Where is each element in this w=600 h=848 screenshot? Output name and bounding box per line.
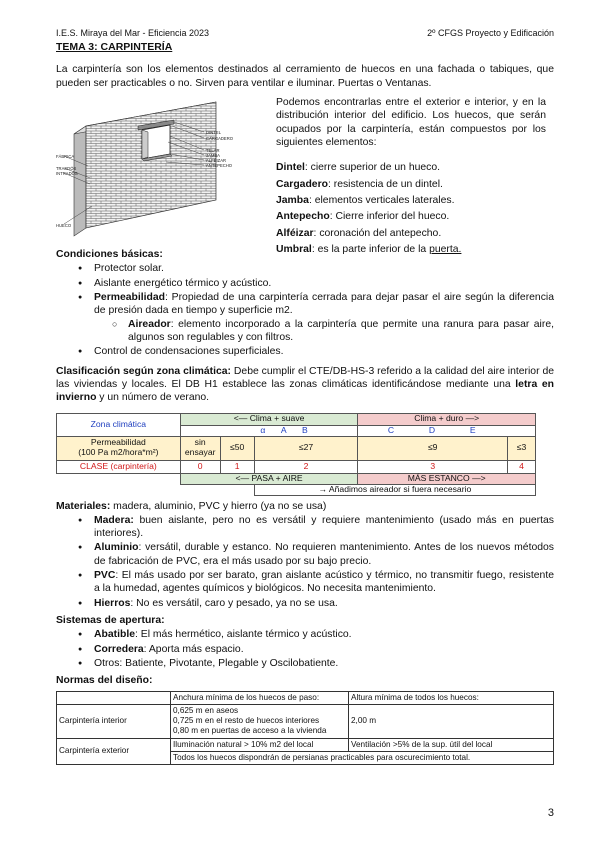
letter-e: E — [469, 424, 476, 435]
def-term: Dintel — [276, 162, 305, 174]
def-antepecho — [276, 210, 546, 223]
clase-value: 2 — [254, 460, 358, 473]
zonas-table — [56, 413, 536, 496]
clase-value: 1 — [220, 460, 254, 473]
perm-label-1: Permeabilidad — [90, 437, 146, 448]
def-term: Umbral — [276, 243, 312, 255]
clase-value: 0 — [180, 460, 220, 473]
page-title: TEMA 3: CARPINTERÍA — [56, 41, 173, 53]
label-cargadero: CARGADERO — [206, 136, 233, 142]
desc: : El más hermético, aislante térmico y acústico. — [135, 629, 352, 641]
letter-b: B — [301, 424, 308, 435]
desc: : Propiedad de una carpintería cerrada para dejar pasar el aire según la diferencia de presión dada en tiempo y superficie m2. — [94, 292, 554, 317]
def-desc: : cierre superior de un hueco. — [304, 162, 441, 174]
list-item — [78, 657, 554, 670]
row-interior-anchura — [171, 704, 349, 738]
perm-value: ≤50 — [220, 436, 254, 460]
clasif-bold: Clasificación según zona climática: — [56, 365, 232, 377]
list-item — [78, 597, 554, 610]
row-exterior-label: Carpintería exterior — [57, 738, 171, 765]
puerta-link[interactable]: puerta. — [429, 243, 462, 255]
label-jamba: JAMBA — [206, 153, 220, 159]
label-antepecho: ANTEPECHO — [206, 163, 233, 169]
term: Aireador — [128, 318, 171, 330]
perm-value: ≤27 — [254, 436, 358, 460]
term: PVC — [94, 570, 116, 582]
letter-d: D — [428, 424, 436, 435]
list-item — [78, 514, 554, 541]
clase-value: 3 — [358, 460, 508, 473]
desc: : elemento incorporado a la carpintería que permite una ranura para pasar aire, algunos son regulables y con filtros. — [128, 318, 554, 343]
clase-label: CLASE (carpintería) — [57, 460, 181, 473]
row-interior-label: Carpintería interior — [57, 704, 171, 738]
letter-a: A — [280, 424, 287, 435]
clasif-bold2: letra en invierno — [56, 378, 554, 404]
def-alfeizar — [276, 227, 546, 240]
clasificacion-paragraph — [56, 365, 554, 405]
letter-alpha: α — [260, 424, 266, 435]
desc: Otros: Batiente, Pivotante, Plegable y Oscilobatiente. — [94, 657, 339, 669]
def-desc: : coronación del antepecho. — [313, 227, 442, 239]
term: Hierros — [94, 597, 131, 609]
letters-suave — [180, 425, 358, 436]
materiales-heading: Materiales: — [56, 500, 111, 512]
definitions-list — [276, 161, 546, 256]
condiciones-list — [78, 262, 554, 358]
letter-c: C — [387, 424, 395, 435]
desc: : versátil, durable y estanco. No requieren mantenimiento. Antes de los nuevos métodos de fabricación de PVC, era el más usado por su bajo precio. — [94, 542, 554, 567]
mas-estanco: MÁS ESTANCO —> — [358, 473, 536, 484]
label-alfeizar: ALFÉIZAR — [206, 158, 227, 164]
desc: buen aislante, pero no es versátil y requiere mantenimiento (usado más en puertas interiores). — [94, 514, 554, 540]
materiales-line — [56, 500, 554, 513]
def-jamba — [276, 194, 546, 207]
list-item — [78, 628, 554, 641]
header-right: 2º CFGS Proyecto y Edificación — [427, 28, 554, 38]
condiciones-heading: Condiciones básicas: — [56, 249, 163, 261]
def-term: Jamba — [276, 194, 309, 206]
perm-label-2: (100 Pa m2/hora*m²) — [78, 447, 159, 457]
list-item — [78, 291, 554, 344]
label-telar: TELAR — [206, 148, 220, 154]
term: Madera: — [94, 514, 134, 526]
def-term: Antepecho — [276, 211, 330, 223]
sistemas-heading: Sistemas de apertura: — [56, 615, 165, 626]
perm-value: ≤3 — [508, 436, 536, 460]
row-exterior-ventilacion: Ventilación >5% de la sup. útil del local — [349, 738, 554, 751]
clase-value: 4 — [508, 460, 536, 473]
anchura-line: 0,725 m en el resto de huecos interiores — [173, 716, 320, 726]
pasa-aire: <— PASA + AIRE — [180, 473, 358, 484]
term: Aluminio — [94, 542, 139, 554]
label-dintel: DINTEL — [206, 130, 221, 136]
label-trasdos: TRASDÓS — [56, 166, 77, 172]
term: Abatible — [94, 629, 135, 641]
clasif-text2: y un número de verano. — [96, 392, 210, 404]
col-altura: Altura mínima de todos los huecos: — [349, 691, 554, 704]
perm-value: sin ensayar — [180, 436, 220, 460]
list-item: ● Aislante energético térmico y acústico. — [78, 277, 554, 290]
label-hueco: HUECO — [56, 223, 72, 229]
row-exterior-persianas: Todos los huecos dispondrán de persianas practicables para oscurecimiento total. — [171, 751, 554, 764]
perm-value: ≤9 — [358, 436, 508, 460]
clima-suave: <— Clima + suave — [180, 413, 358, 425]
def-term: Cargadero — [276, 178, 328, 190]
list-item: ● Control de condensaciones superficiales. — [78, 345, 554, 358]
clima-duro: Clima + duro —> — [358, 413, 536, 425]
sub-list — [112, 318, 554, 345]
label-fabrica: FÁBRICA — [56, 154, 75, 160]
materiales-list — [78, 514, 554, 610]
list-item — [78, 643, 554, 656]
term: Corredera — [94, 643, 144, 655]
anchura-line: 0,625 m en aseos — [173, 705, 239, 715]
list-item — [78, 569, 554, 596]
sistemas-list — [78, 628, 554, 670]
col-anchura: Anchura mínima de los huecos de paso: — [171, 691, 349, 704]
def-desc: : resistencia de un dintel. — [327, 178, 443, 190]
desc: : No es versátil, caro y pesado, ya no se usa. — [130, 597, 338, 609]
def-desc: : Cierre inferior del hueco. — [329, 211, 450, 223]
label-intrados: INTRADÓS — [56, 171, 78, 177]
figure-text — [276, 96, 546, 255]
def-umbral — [276, 243, 546, 256]
desc: : Aporta más espacio. — [143, 643, 244, 655]
normas-table — [56, 691, 554, 766]
list-item — [112, 318, 554, 345]
clasif-text: Debe cumplir el CTE/DB-HS-3 referido a la calidad del aire interior de las viviendas y locales. El DB H1 establece las zonas climáticas identificándose mediante una — [56, 365, 555, 390]
brick-wall-drawing — [56, 96, 270, 244]
desc: : El más usado por ser barato, gran aislante acústico y térmico, no transmitir fuego, resistente a la humedad, agentes químicos y biológicos. No necesita mantenimiento. — [94, 570, 554, 595]
intro-paragraph: La carpintería son los elementos destinados al cerramiento de huecos en una fachada o tabiques, que pueden ser practicables o no. Sirven para ventilar e iluminar. Puertas o Ventanas. — [56, 64, 554, 89]
def-term: Alféizar — [276, 227, 314, 239]
def-desc: : elementos verticales laterales. — [308, 194, 455, 206]
row-interior-altura: 2,00 m — [349, 704, 554, 738]
letters-duro — [358, 425, 536, 436]
term: Permeabilidad — [94, 292, 166, 303]
aireador-note: → Añadimos aireador si fuera necesario — [254, 484, 535, 495]
page-header — [56, 28, 554, 40]
page-number: 3 — [547, 807, 554, 819]
fig-paragraph: Podemos encontrarlas entre el exterior e interior, y en la distribución interior del edificio. Los huecos, que serán ocupados por la carpintería, están compuestos por los siguientes elementos: — [276, 97, 546, 148]
brick-wall-illustration — [56, 96, 270, 244]
header-left: I.E.S. Miraya del Mar - Eficiencia 2023 — [56, 28, 210, 38]
list-item: ● Protector solar. — [78, 262, 554, 275]
zona-label: Zona climática — [57, 413, 181, 436]
row-exterior-iluminacion: Iluminación natural > 10% m2 del local — [171, 738, 349, 751]
def-cargadero — [276, 178, 546, 191]
list-item — [78, 541, 554, 568]
anchura-line: 0,80 m en puertas de acceso a la vivienda — [173, 726, 327, 736]
materiales-heading-rest: madera, aluminio, PVC y hierro (ya no se usa) — [110, 500, 327, 512]
perm-label — [57, 436, 181, 460]
def-dintel — [276, 161, 546, 174]
normas-heading: Normas del diseño: — [56, 675, 153, 687]
def-desc: : es la parte inferior de la — [311, 243, 427, 255]
